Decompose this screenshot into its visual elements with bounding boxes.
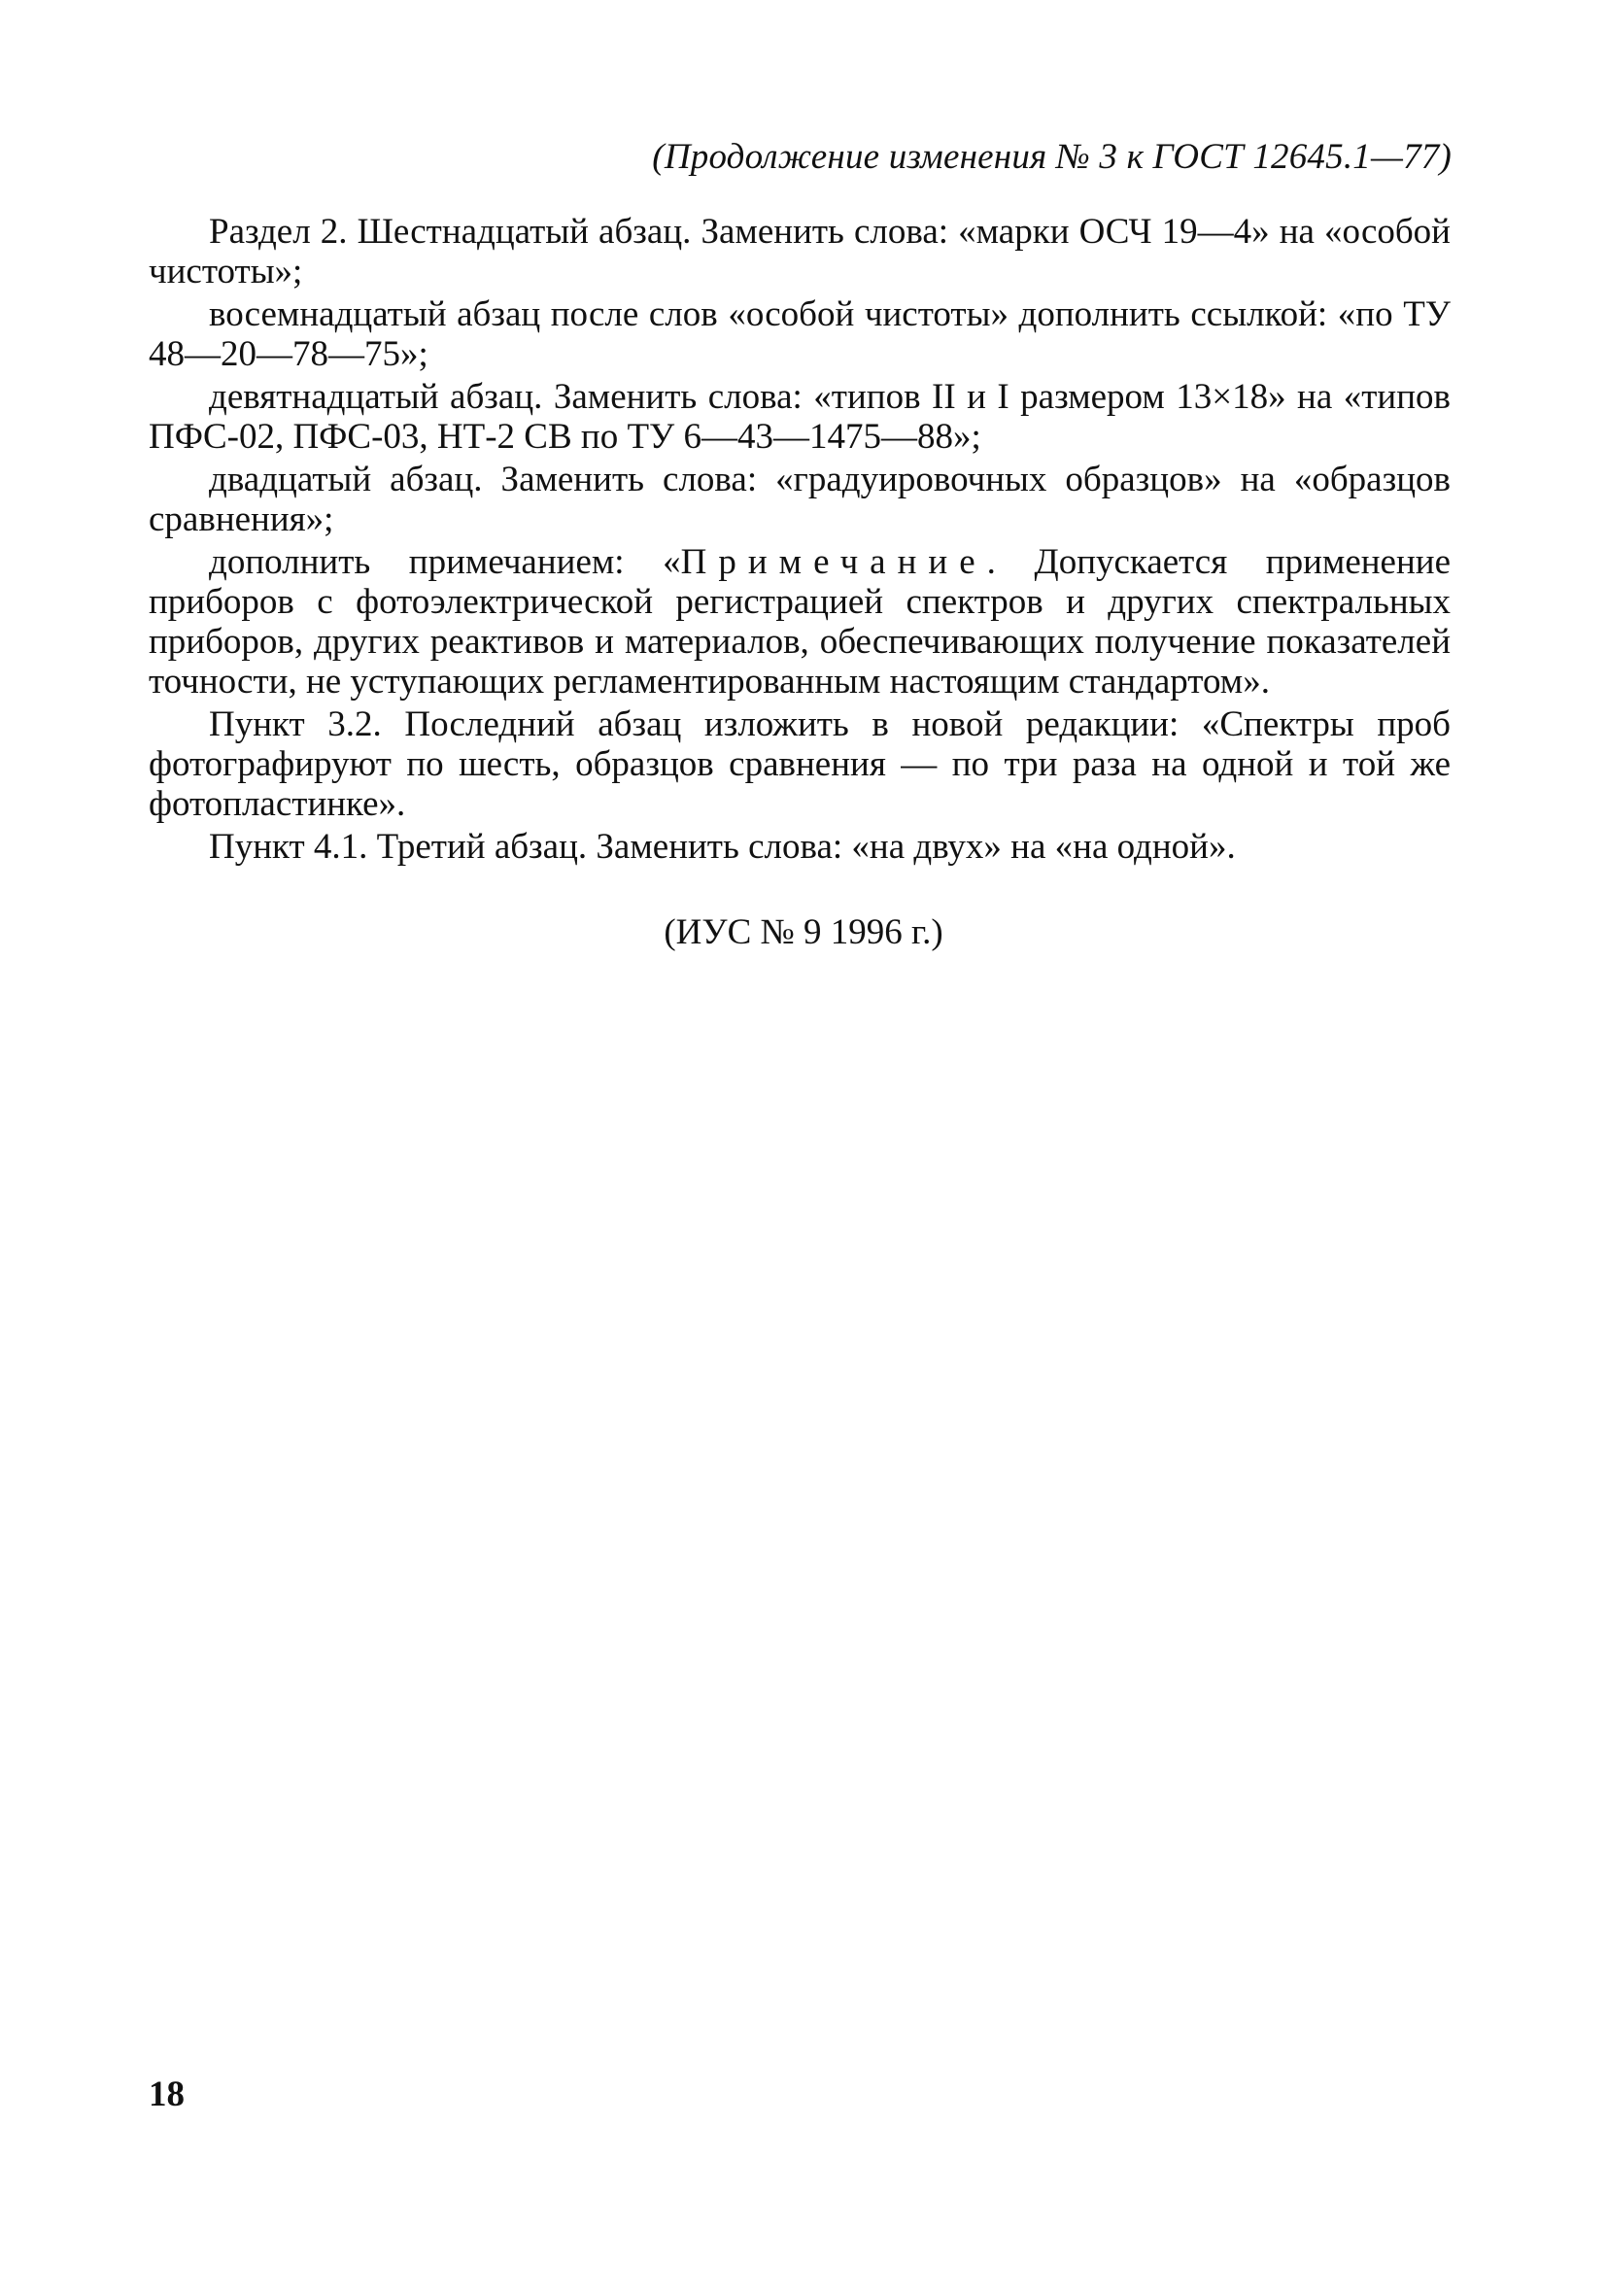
note-label: Примечание (680, 542, 987, 582)
note-text: . Допускается применение приборов с фотоэлектрической регистрацией спектров и других спектральных приборов, других реактивов и материалов, обеспечивающих получение показателей точности, не уступающих регламентированным настоящим стандартом». (149, 542, 1451, 702)
paragraph-section-2: Раздел 2. Шестнадцатый абзац. Заменить слова: «марки ОСЧ 19—4» на «особой чистоты»; (149, 212, 1451, 291)
paragraph-item-4-1: Пункт 4.1. Третий абзац. Заменить слова: «на двух» на «на одной». (209, 827, 1236, 867)
running-header: (Продолжение изменения № 3 к ГОСТ 12645.1—77) (652, 137, 1452, 177)
paragraph-nineteenth: девятнадцатый абзац. Заменить слова: «типов II и I размером 13×18» на «типов ПФС-02, ПФС-03, НТ-2 СВ по ТУ 6—43—1475—88»; (149, 377, 1451, 457)
paragraph-note (149, 542, 1451, 702)
amendment-body (149, 212, 1451, 870)
note-prefix: дополнить примечанием: « (209, 542, 681, 582)
source-reference: (ИУС № 9 1996 г.) (664, 912, 943, 952)
paragraph-twentieth: двадцатый абзац. Заменить слова: «градуировочных образцов» на «образцов сравнения»; (149, 460, 1451, 539)
paragraph-item-3-2: Пункт 3.2. Последний абзац изложить в новой редакции: «Спектры проб фотографируют по шесть, образцов сравнения — по три раза на одной и той же фотопластинке». (149, 704, 1451, 824)
paragraph-eighteenth: восемнадцатый абзац после слов «особой чистоты» дополнить ссылкой: «по ТУ 48—20—78—75»; (149, 294, 1451, 374)
page-number: 18 (149, 2074, 185, 2114)
